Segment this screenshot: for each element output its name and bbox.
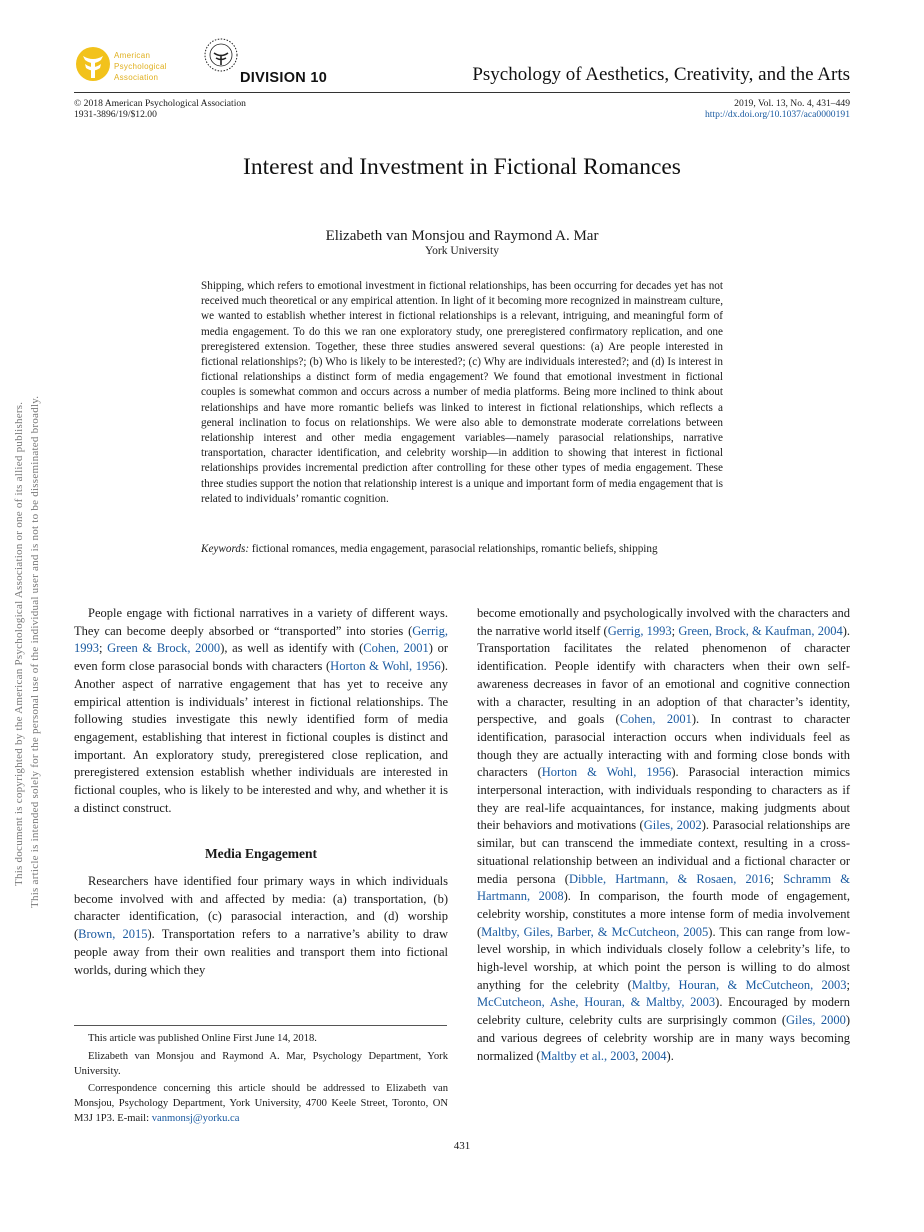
article-title: Interest and Investment in Fictional Romances [243,154,681,180]
authors: Elizabeth van Monsjou and Raymond A. Mar [325,228,599,244]
publication-meta-right [705,99,850,120]
citation-link[interactable]: Brown, 2015 [78,927,148,942]
footnote-published: This article was published Online First June 14, 2018. [88,1033,317,1044]
copyright-watermark-line1: This document is copyrighted by the American Psychological Association or one of its allied publishers. [13,401,25,886]
correspondence-text: Correspondence concerning this article should be addressed to Elizabeth van Monsjou, Psychology Department, York University, 4700 Keele Street, Toronto, ON M3J 1P3. E-mail: [74,1083,448,1124]
citation-link[interactable]: Giles, 2000 [786,1013,846,1028]
body-text: ) and various degrees of celebrity worship are in many ways becoming normalized ( [477,1013,850,1063]
body-text: ). Encouraged by modern celebrity culture, celebrity cults are surprisingly common ( [477,995,850,1028]
body-text: ). Transportation facilitates the related phenomenon of character identification. People identify with characters when their own self-awareness decreases in favor of an emotional and cognitive connection with a character, resulting in an adoption of that character’s identity, perspective, and goals ( [477,623,851,727]
keywords [201,543,741,555]
issn: 1931-3896/19/$12.00 [74,108,157,120]
citation-link[interactable]: Gerrig, 1993 [74,623,448,656]
copyright-watermark-line2: This article is intended solely for the personal use of the individual user and is not to be disseminated broadly. [29,395,41,908]
body-text: , [635,1048,642,1063]
body-text: ). [666,1048,674,1063]
citation-link[interactable]: Horton & Wohl, 1956 [330,659,441,674]
body-text: People engage with fictional narratives in a variety of different ways. They can become deeply absorbed or “transported” into stories ( [74,606,448,638]
body-text: ) or even form close parasocial bonds with characters ( [74,641,449,674]
body-text: ). This can range from low-level worship, in which individuals closely follow a celebrity’s life, to high-level worship, at which point the person is willing to do almost anything for the celebrity ( [477,924,850,992]
citation-link[interactable]: Cohen, 2001 [619,712,692,727]
citation-link[interactable]: Horton & Wohl, 1956 [541,765,672,780]
footnotes [74,1032,448,1130]
apa-logo-line: Association [114,73,159,82]
body-text: ). Transportation refers to a narrative’s ability to draw people away from their own realities and transport them into fictional worlds, during which they [74,927,448,977]
citation-link[interactable]: McCutcheon, Ashe, Houran, & Maltby, 2003 [477,995,716,1010]
section-text [74,873,448,979]
page-number: 431 [453,1140,471,1152]
footnote-rule [74,1025,447,1026]
affiliation: York University [425,245,499,257]
citation-link[interactable]: Green, Brock, & Kaufman, 2004 [678,623,843,638]
division-label: DIVISION 10 [240,70,328,86]
body-text: ; [99,641,108,656]
body-text: ; [671,623,679,638]
division-seal-icon [202,36,240,74]
footnote-correspondence [74,1082,448,1126]
journal-title: Psychology of Aesthetics, Creativity, and the Arts [472,64,850,85]
citation-link[interactable]: Green & Brock, 2000 [107,641,221,656]
section-heading: Media Engagement [204,846,318,861]
right-column [477,605,850,1065]
right-column-text [477,605,850,1065]
footnote-authors: Elizabeth van Monsjou and Raymond A. Mar, Psychology Department, York University. [74,1050,448,1077]
intro-text [74,605,448,817]
apa-logo-line: Psychological [114,62,167,71]
apa-logo-text [114,50,167,83]
body-text: ). Another aspect of narrative engagement that has yet to receive any empirical attention is individuals’ interest in fictional relationships. The following studies investigate this newly identified form of media engagement, establishing that interest in fictional couples is distinct and important. An exploratory study, preregistered close replication, and preregistered extension establish whether individuals are interested in fictional couples, who is likely to be interested and why, and whether it is a distinct construct. [74,659,448,815]
copyright: © 2018 American Psychological Association [74,98,246,109]
keywords-label: Keywords: [201,543,250,555]
body-text: become emotionally and psychologically involved with the characters and the narrative world itself ( [477,606,850,638]
publication-meta-left [74,99,246,120]
body-text: ). Parasocial relationships are similar, but can transcend the immediate context, resulting in a cross-situational relationship between an individual and a fictional character or media persona ( [477,818,851,886]
citation-link[interactable]: Maltby, Giles, Barber, & McCutcheon, 2005 [481,924,709,939]
body-text: ). Parasocial interaction mimics interpersonal interaction, with individuals responding to characters as if they are real-life acquaintances, for instance, making judgments about their behaviors and motivations ( [477,765,850,833]
body-text: ; [846,977,851,992]
body-text: Researchers have identified four primary ways in which individuals become involved with and affected by media: (a) transportation, (b) character identification, (c) parasocial interaction, and (d) worship ( [74,874,448,942]
body-text: ). In comparison, the fourth mode of engagement, celebrity worship, constitutes a more intense form of media involvement ( [477,889,850,939]
body-text: ; [770,871,784,886]
header-rule [74,92,850,93]
abstract: Shipping, which refers to emotional investment in fictional relationships, has been occurring for decades yet has not received much theoretical or any empirical attention. In light of it becoming more recognized in mainstream culture, we wanted to establish whether interest in fictional relationships is a relevant, intriguing, and meaningful form of media engagement. To do this we ran one exploratory study, one preregistered confirmatory replication, and one preregistered extension. Together, these three studies answered several questions: (a) Are people interested in fictional relationships?; (b) Who is likely to be interested?; (c) Why are individuals interested?; and (d) Is interest in fictional relationships a distinct form of media engagement? We found that emotional investment in fictional couples is somewhat common and occurs across a number of media platforms. Being more inclined to think about relationships and have more romantic beliefs was linked to interest in fictional relationships, which reflects a general inclination to focus on relationships. We were also able to demonstrate moderate correlations between relationship interest and other media engagement variables—namely parasocial relationships, narrative transportation, character identification, and celebrity worship—in addition to showing that interest in fictional relationships provides incremental prediction after controlling for these other types of media engagement. These three studies support the notion that relationship interest is a unique and important form of media engagement that is related to individuals’ romantic cognition. [201,280,723,505]
section-paragraph [74,873,448,979]
doi-link[interactable]: http://dx.doi.org/10.1037/aca0000191 [704,108,850,120]
citation-link[interactable]: Schramm & Hartmann, 2008 [477,871,851,904]
keywords-text: fictional romances, media engagement, parasocial relationships, romantic beliefs, shipping [251,543,658,555]
citation: 2019, Vol. 13, No. 4, 431–449 [734,98,850,109]
intro-paragraph [74,605,448,817]
body-text: ). In contrast to character identification, parasocial interaction occurs when individuals feel as though they are actually interacting with and forming close bonds with characters ( [477,712,851,780]
body-text: ), as well as identify with ( [220,641,364,656]
citation-link[interactable]: Cohen, 2001 [363,641,429,656]
citation-link[interactable]: Giles, 2002 [643,818,702,833]
citation-link[interactable]: Maltby et al., 2003 [540,1048,636,1063]
citation-link[interactable]: 2004 [641,1048,667,1063]
apa-logo-line: American [114,51,151,60]
citation-link[interactable]: Maltby, Houran, & McCutcheon, 2003 [631,977,847,992]
citation-link[interactable]: Dibble, Hartmann, & Rosaen, 2016 [568,871,771,886]
citation-link[interactable]: Gerrig, 1993 [607,623,672,638]
email-link[interactable]: vanmonsj@yorku.ca [151,1112,240,1124]
